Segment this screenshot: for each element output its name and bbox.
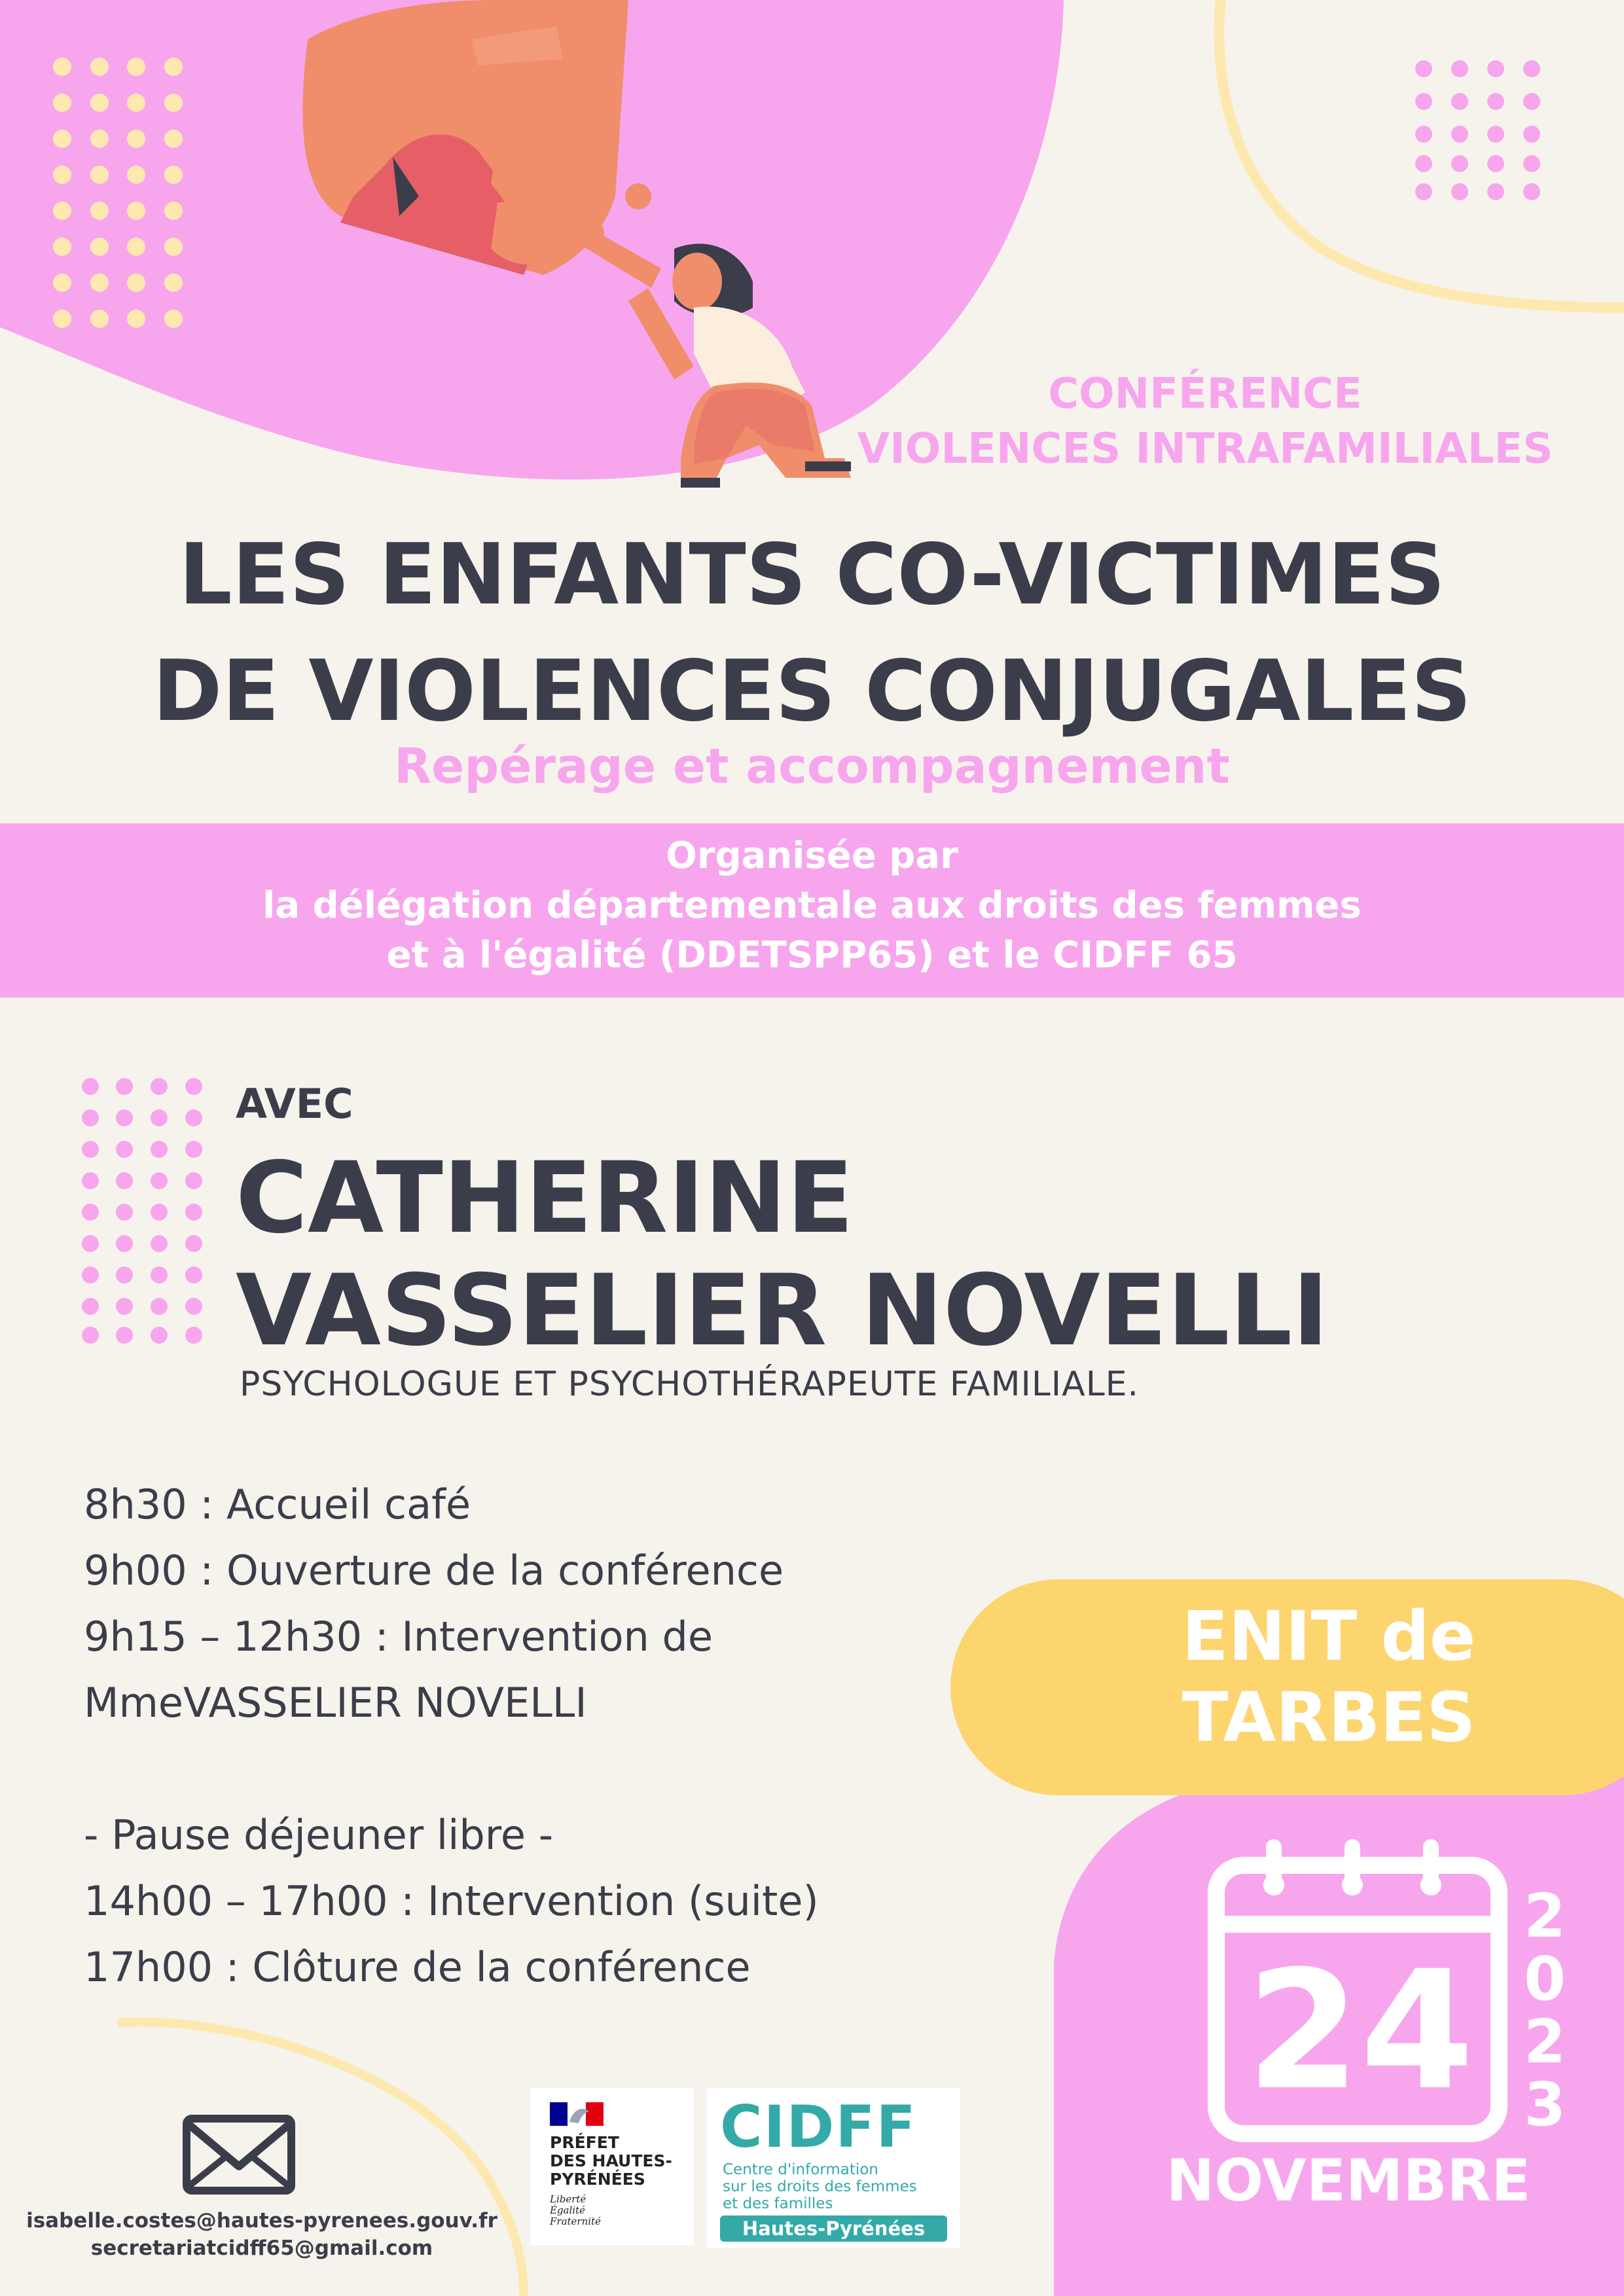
envelope-icon — [187, 2119, 291, 2191]
prefecture-line: DES HAUTES- — [550, 2151, 672, 2170]
speaker-prefix: AVEC — [236, 1080, 353, 1128]
venue-line-1: ENIT de — [1182, 1596, 1476, 1676]
prefecture-line: PYRÉNÉES — [550, 2170, 645, 2189]
schedule-item: 17h00 : Clôture de la conférence — [84, 1943, 751, 1991]
schedule-item: 9h00 : Ouverture de la conférence — [84, 1547, 784, 1594]
year-digit: 0 — [1523, 1944, 1566, 2014]
schedule-item: 9h15 – 12h30 : Intervention de — [84, 1613, 713, 1660]
schedule-item: 14h00 – 17h00 : Intervention (suite) — [84, 1877, 819, 1925]
contact-emails — [26, 2207, 497, 2262]
date-day: 24 — [1246, 1935, 1474, 2126]
prefecture-line: PRÉFET — [550, 2133, 619, 2152]
cidff-desc-line: sur les droits des femmes — [723, 2178, 917, 2195]
dot-grid-top-right — [1415, 60, 1540, 200]
speaker-name — [236, 1142, 1329, 1367]
organizer-line-3: et à l'égalité (DDETSPP65) et le CIDFF 65 — [386, 934, 1238, 977]
speaker-first-name: CATHERINE — [236, 1141, 854, 1255]
venue — [1041, 1596, 1617, 1758]
prefecture-logo — [530, 2088, 694, 2245]
cidff-name: CIDFF — [720, 2093, 917, 2161]
cidff-desc-line: Centre d'information — [723, 2161, 878, 2178]
title-line-2: DE VIOLENCES CONJUGALES — [153, 643, 1471, 740]
motto-word: Fraternité — [550, 2215, 601, 2227]
conference-line-2: VIOLENCES INTRAFAMILIALES — [857, 425, 1553, 473]
organizer-text — [0, 831, 1624, 980]
speaker-role: PSYCHOLOGUE ET PSYCHOTHÉRAPEUTE FAMILIALE. — [240, 1365, 1140, 1404]
conference-label — [812, 367, 1598, 476]
year-digit: 3 — [1523, 2070, 1566, 2140]
email-link[interactable]: secretariatcidff65@gmail.com — [90, 2236, 433, 2260]
cidff-logo — [707, 2088, 960, 2248]
conference-line-1: CONFÉRENCE — [1048, 370, 1362, 418]
year-digit: 2 — [1523, 2007, 1566, 2077]
marianne-flag-icon — [550, 2102, 604, 2126]
schedule-item — [84, 1736, 819, 1802]
motto-word: Égalité — [550, 2204, 585, 2216]
cidff-desc-line: et des familles — [723, 2195, 833, 2212]
schedule-item: MmeVASSELIER NOVELLI — [84, 1679, 587, 1727]
prefecture-name — [550, 2134, 672, 2189]
schedule-item: 8h30 : Accueil café — [84, 1480, 471, 1528]
schedule-item: - Pause déjeuner libre - — [84, 1811, 554, 1859]
date-year — [1519, 1881, 1571, 2140]
date-month: NOVEMBRE — [1166, 2147, 1531, 2214]
prefecture-motto — [550, 2194, 601, 2227]
schedule — [84, 1471, 819, 2000]
year-digit: 2 — [1523, 1881, 1566, 1951]
motto-word: Liberté — [550, 2193, 586, 2205]
title-line-1: LES ENFANTS CO-VICTIMES — [179, 526, 1445, 624]
subtitle: Repérage et accompagnement — [394, 738, 1230, 795]
venue-line-2: TARBES — [1182, 1677, 1476, 1757]
email-link[interactable]: isabelle.costes@hautes-pyrenees.gouv.fr — [26, 2209, 497, 2233]
cidff-description — [723, 2161, 917, 2212]
cidff-region: Hautes-Pyrénées — [720, 2215, 947, 2242]
organizer-line-1: Organisée par — [666, 834, 958, 877]
speaker-last-name: VASSELIER NOVELLI — [236, 1254, 1329, 1368]
main-title — [0, 517, 1624, 750]
dot-grid-speaker — [82, 1078, 202, 1344]
organizer-line-2: la délégation départementale aux droits des femmes — [262, 884, 1362, 927]
